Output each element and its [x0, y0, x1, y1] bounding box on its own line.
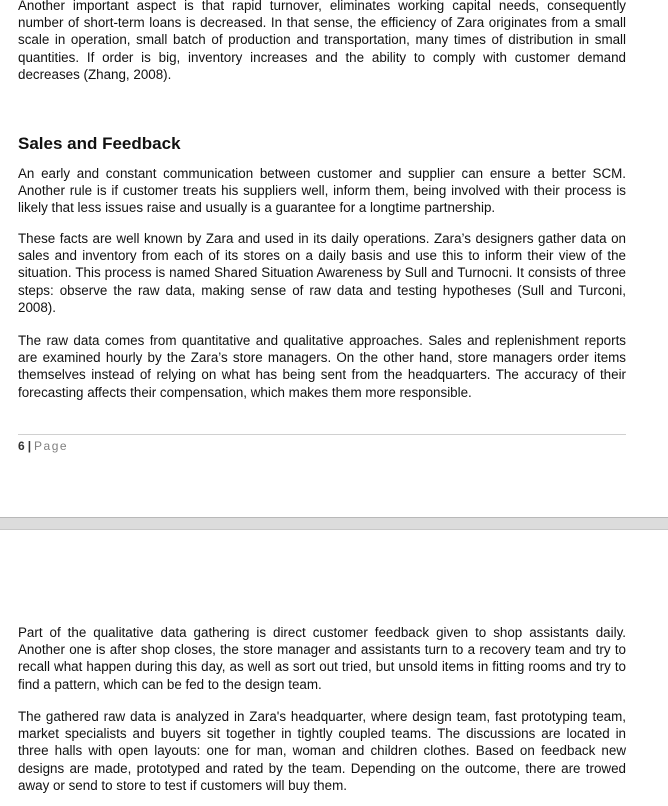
paragraph-customer-feedback: Part of the qualitative data gathering is direct customer feedback given to shop assistants daily. Another one is after shop closes, the store manager and assistants turn to a recovery team and try to recall what happen during this day, as well as sort out tried, but unsold items in fitting rooms and try to find a pattern, which can be fed to the design team. — [18, 625, 626, 692]
intro-paragraph-block — [18, 0, 626, 83]
paragraph-headquarter-analysis: The gathered raw data is analyzed in Zara's headquarter, where design team, fast prototyping team, market specialists and buyers sit together in tightly coupled teams. The discussions are located in three halls with open layouts: one for man, woman and children clothes. Based on feedback new designs are made, prototyped and rated by the team. Depending on the outcome, there are trowed away or send to store to test if customers will buy them. — [18, 709, 626, 793]
paragraph-1-block — [18, 165, 626, 217]
page2-paragraph-2-block — [18, 708, 626, 794]
page-footer — [18, 439, 68, 453]
paragraph-zara-designers: These facts are well known by Zara and used in its daily operations. Zara’s designers gather data on sales and inventory from each of its stores on a daily basis and use this to inform their view of the situation. This process is named Shared Situation Awareness by Sull and Turnocni. It consists of three steps: observe the raw data, making sense of raw data and testing hypotheses (Sull and Turconi, 2008). — [18, 231, 626, 315]
document-page-7 — [0, 530, 668, 806]
page-separator: | — [27, 439, 32, 453]
paragraph-2-block — [18, 230, 626, 316]
page-number: 6 — [18, 439, 25, 453]
section-heading-block — [18, 134, 626, 154]
paragraph-3-block — [18, 332, 626, 401]
section-heading: Sales and Feedback — [18, 134, 181, 153]
footer-divider — [18, 434, 626, 435]
paragraph-communication: An early and constant communication between customer and supplier can ensure a better SCM. Another rule is if customer treats his suppliers well, inform them, being involved with their process is likely that less issues raise and usually is a guarantee for a longtime partnership. — [18, 166, 626, 216]
page-break-gap — [0, 517, 668, 530]
intro-paragraph: Another important aspect is that rapid turnover, eliminates working capital needs, consequently number of short-term loans is decreased. In that sense, the efficiency of Zara originates from a small scale in operation, small batch of production and transportation, many times of distribution in small quantities. If order is big, inventory increases and the ability to comply with customer demand decreases (Zhang, 2008). — [18, 0, 626, 82]
paragraph-raw-data: The raw data comes from quantitative and qualitative approaches. Sales and replenishment reports are examined hourly by the Zara’s store managers. On the other hand, store managers order items themselves instead of relying on what has being sent from the headquarters. The accuracy of their forecasting affects their compensation, which makes them more responsible. — [18, 333, 626, 400]
page-label: Page — [34, 439, 69, 453]
page2-paragraph-1-block — [18, 624, 626, 693]
